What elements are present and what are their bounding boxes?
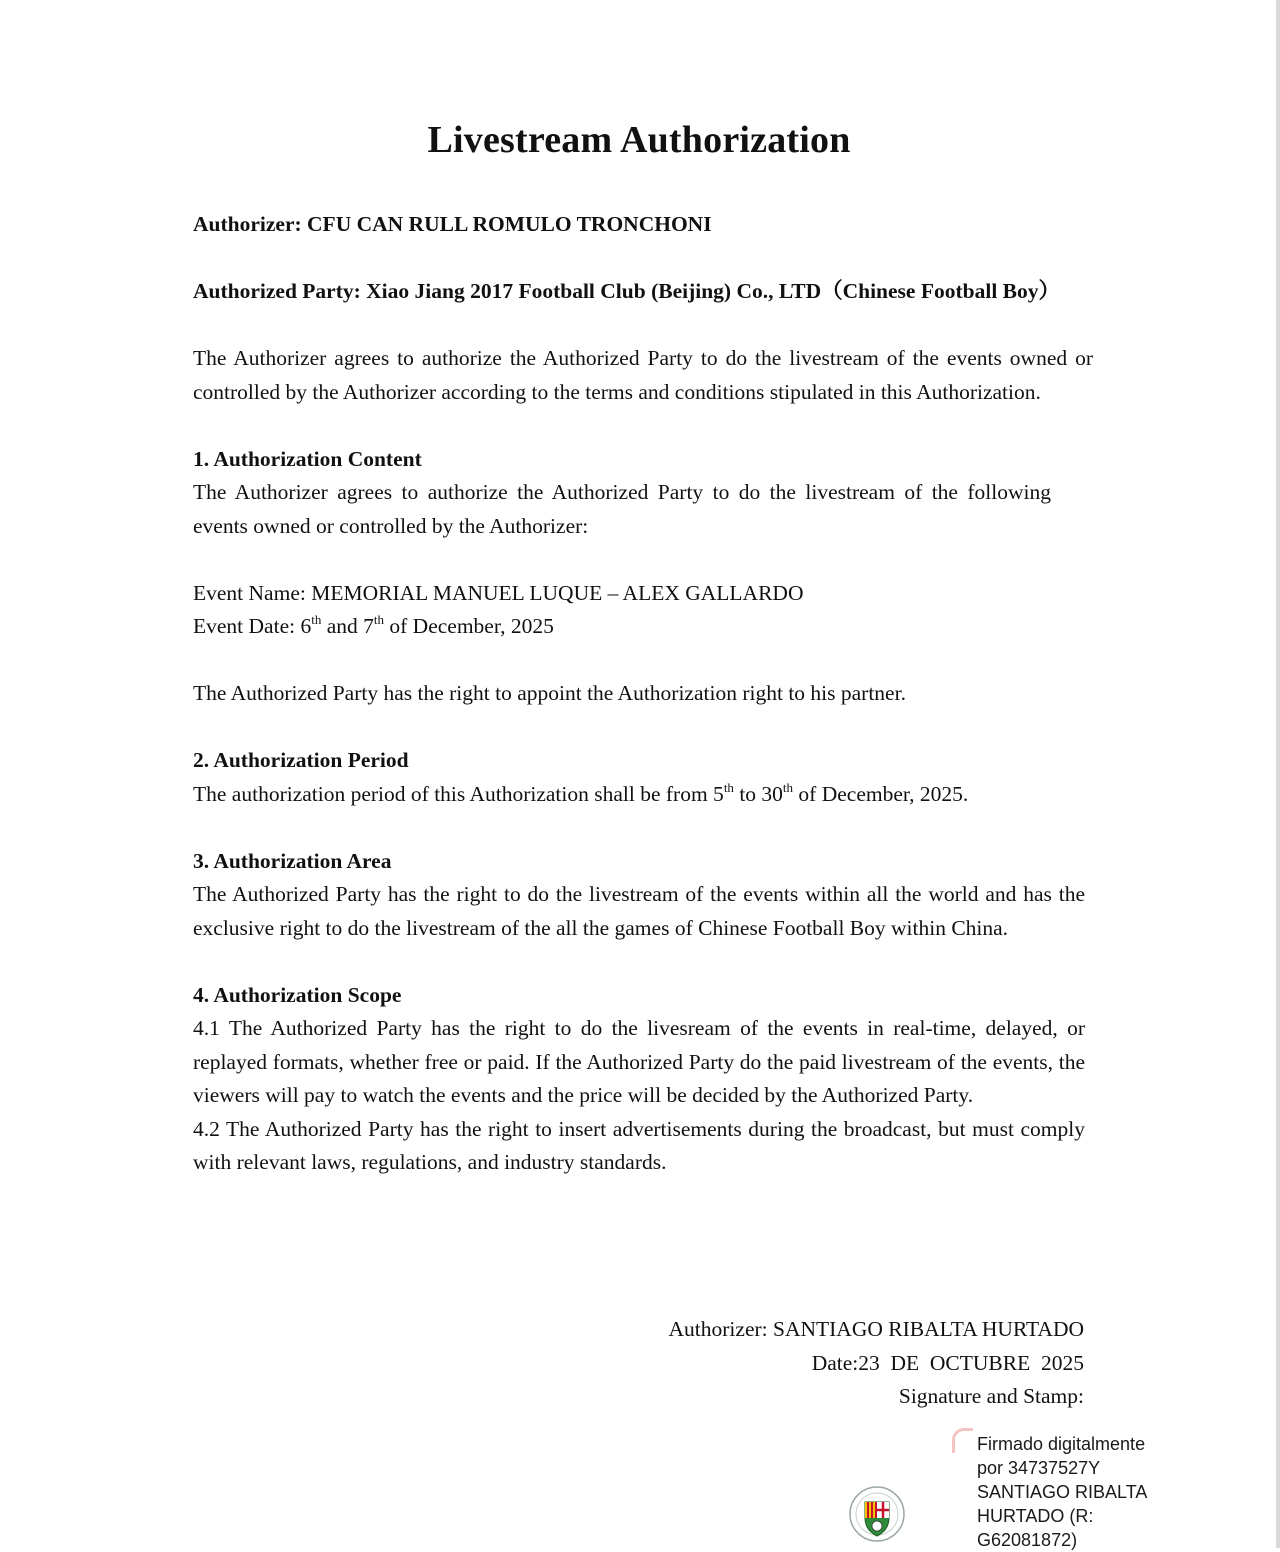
intro-paragraph: The Authorizer agrees to authorize the Authorized Party to do the livestream of the events owned or controlled by the Authorizer according to the terms and conditions stipulated in this Authorization. — [193, 346, 1093, 404]
section-2-heading: 2. Authorization Period — [193, 748, 409, 772]
authorizer-line: Authorizer: CFU CAN RULL ROMULO TRONCHONI — [193, 212, 712, 236]
digital-signature-line-4: HURTADO (R: — [977, 1506, 1094, 1526]
appoint-paragraph: The Authorized Party has the right to appoint the Authorization right to his partner. — [193, 681, 906, 705]
section-4-item-1: 4.1 The Authorized Party has the right to do the livesream of the events in real-time, delayed, or replayed formats, whether free or paid. If the Authorized Party do the paid livestream of the events, the viewers will pay to watch the events and the price will be decided by the Authorized Party. — [193, 1016, 1085, 1107]
digital-signature-line-2: por 34737527Y — [977, 1458, 1101, 1478]
event-date: Event Date: 6th and 7th of December, 2025 — [193, 612, 554, 638]
section-4-heading: 4. Authorization Scope — [193, 982, 402, 1007]
section-1-heading: 1. Authorization Content — [193, 446, 422, 471]
digital-signature-line-3: SANTIAGO RIBALTA — [977, 1482, 1148, 1502]
section-1-body: The Authorizer agrees to authorize the Authorized Party to do the livestream of the following events owned or controlled by the Authorizer: — [193, 480, 1051, 538]
document-body — [193, 208, 1093, 1180]
digital-signature-line-5: G62081872) — [977, 1530, 1078, 1550]
signature-date: Date:23 DE OCTUBRE 2025 — [811, 1350, 1084, 1375]
section-3-heading: 3. Authorization Area — [193, 848, 392, 873]
signature-authorizer: Authorizer: SANTIAGO RIBALTA HURTADO — [668, 1317, 1084, 1341]
section-4-item-2: 4.2 The Authorized Party has the right to insert advertisements during the broadcast, but must comply with relevant laws, regulations, and industry standards. — [193, 1116, 1085, 1174]
document-title: Livestream Authorization — [427, 119, 851, 161]
page-edge — [1276, 0, 1280, 1548]
signature-block — [669, 1313, 1084, 1414]
digital-signature-line-1: Firmado digitalmente — [977, 1434, 1146, 1454]
section-2-body: The authorization period of this Authorization shall be from 5th to 30th of December, 2025. — [193, 779, 969, 806]
authorized-party-line: Authorized Party: Xiao Jiang 2017 Football Club (Beijing) Co., LTD（Chinese Football Boy） — [193, 279, 1061, 303]
event-name: Event Name: MEMORIAL MANUEL LUQUE – ALEX GALLARDO — [193, 580, 804, 605]
digital-signature — [977, 1432, 1147, 1552]
signature-stamp-label: Signature and Stamp: — [898, 1384, 1084, 1408]
club-seal-icon — [848, 1484, 906, 1544]
section-3-body: The Authorized Party has the right to do the livestream of the events within all the world and has the exclusive right to do the livestream of the all the games of Chinese Football Boy within China. — [193, 882, 1085, 940]
signature-mark — [952, 1428, 973, 1453]
